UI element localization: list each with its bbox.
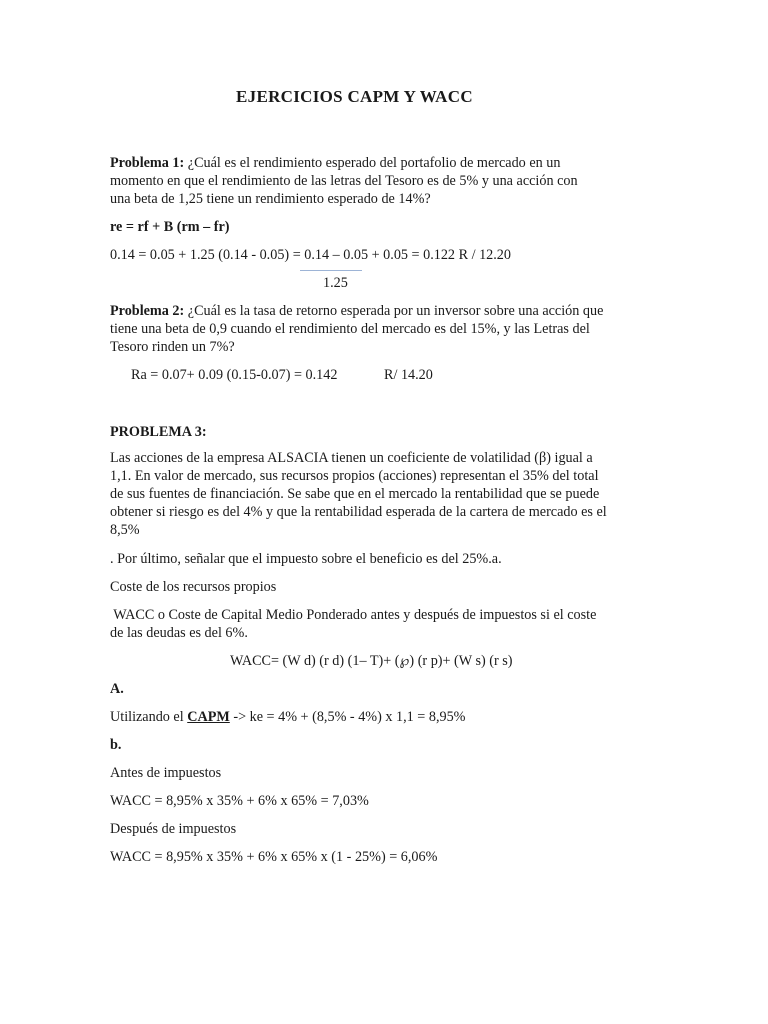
fraction-line <box>300 270 362 271</box>
problem-2-answer: R/ 14.20 <box>384 367 433 383</box>
problem-2-label: Problema 2: <box>110 303 185 319</box>
section-a-label: A. <box>110 681 124 697</box>
problem-1-label: Problema 1: <box>110 155 185 171</box>
antes-heading: Antes de impuestos <box>110 765 222 781</box>
tax-statement: . Por último, señalar que el impuesto sobre el beneficio es del 25%.a. <box>110 551 502 567</box>
p2-line-1: ¿Cuál es la tasa de retorno esperada por un inversor sobre una acción que <box>187 303 604 319</box>
capm-formula: re = rf + B (rm – fr) <box>110 219 230 235</box>
capm-link[interactable]: CAPM <box>187 709 230 725</box>
page-title: EJERCICIOS CAPM Y WACC <box>236 87 473 106</box>
problem-2-statement <box>110 302 658 356</box>
section-b-label: b. <box>110 737 122 753</box>
wacc-antes: WACC = 8,95% x 35% + 6% x 65% = 7,03% <box>110 793 369 809</box>
p1-line-2: momento en que el rendimiento de las letras del Tesoro es de 5% y una acción con <box>110 173 578 189</box>
p3-line-5: 8,5% <box>110 522 140 538</box>
problem-3-label: PROBLEMA 3: <box>110 424 207 440</box>
p2-line-3: Tesoro rinden un 7%? <box>110 339 235 355</box>
p2-line-2: tiene una beta de 0,9 cuando el rendimiento del mercado es del 15%, y las Letras del <box>110 321 590 337</box>
p3-line-1: Las acciones de la empresa ALSACIA tienen un coeficiente de volatilidad (β) igual a <box>110 450 593 466</box>
wacc-statement <box>110 606 658 642</box>
problem-3-statement <box>110 449 658 539</box>
capm-result: -> ke = 4% + (8,5% - 4%) x 1,1 = 8,95% <box>229 709 466 725</box>
fraction-denominator: 1.25 <box>323 275 348 291</box>
wacc-formula: WACC= (W d) (r d) (1– T)+ (℘) (r p)+ (W s) (r s) <box>230 653 513 669</box>
wacc-line-2: de las deudas es del 6%. <box>110 625 248 641</box>
problem-1-statement <box>110 154 658 208</box>
p1-line-3: una beta de 1,25 tiene un rendimiento esperado de 14%? <box>110 191 431 207</box>
p1-line-1: ¿Cuál es el rendimiento esperado del portafolio de mercado en un <box>187 155 561 171</box>
p3-line-4: obtener si riesgo es del 4% y que la rentabilidad esperada de la cartera de mercado es el <box>110 504 607 520</box>
problem-2-calculation: Ra = 0.07+ 0.09 (0.15-0.07) = 0.142 <box>131 367 338 383</box>
problem-1-calculation: 0.14 = 0.05 + 1.25 (0.14 - 0.05) = 0.14 – 0.05 + 0.05 = 0.122 R / 12.20 <box>110 247 511 263</box>
capm-calculation <box>110 708 466 726</box>
coste-heading: Coste de los recursos propios <box>110 579 277 595</box>
capm-prefix: Utilizando el <box>110 709 188 725</box>
p3-line-2: 1,1. En valor de mercado, sus recursos propios (acciones) representan el 35% del total <box>110 468 599 484</box>
p3-line-3: de sus fuentes de financiación. Se sabe que en el mercado la rentabilidad que se puede <box>110 486 600 502</box>
wacc-despues: WACC = 8,95% x 35% + 6% x 65% x (1 - 25%) = 6,06% <box>110 849 438 865</box>
despues-heading: Después de impuestos <box>110 821 237 837</box>
wacc-line-1: WACC o Coste de Capital Medio Ponderado antes y después de impuestos si el coste <box>110 607 597 623</box>
